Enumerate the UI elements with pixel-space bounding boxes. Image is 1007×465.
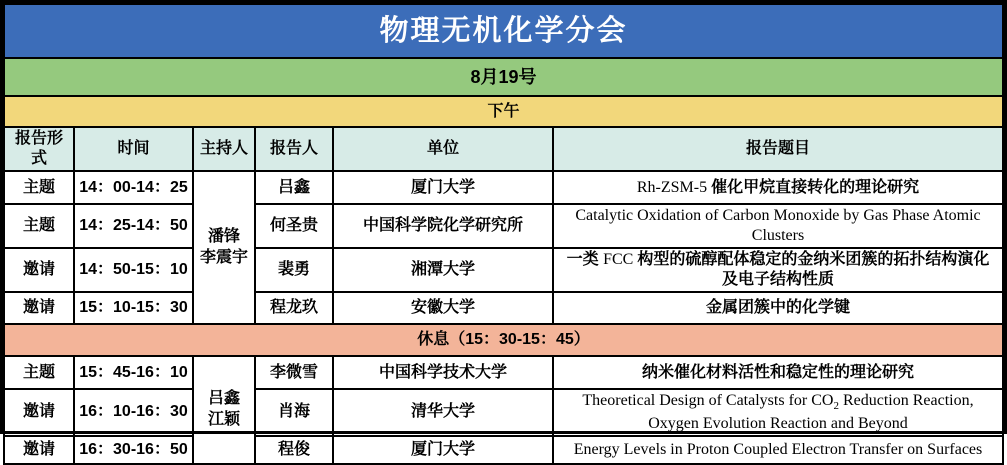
report-type-cell: 邀请 — [4, 389, 74, 436]
affiliation-cell: 安徽大学 — [333, 292, 553, 324]
period-banner: 下午 — [4, 96, 1003, 127]
topic-text: 一类 — [566, 251, 604, 268]
column-header-chair: 主持人 — [193, 127, 255, 171]
time-cell: 14：00-14：25 — [74, 171, 193, 204]
topic-cell — [553, 204, 1003, 248]
speaker-cell: 李微雪 — [255, 356, 333, 389]
schedule-table — [3, 3, 1004, 465]
topic-text: 纳米催化材料活性和稳定性的理论研究 — [641, 363, 914, 381]
date-row — [4, 58, 1003, 96]
topic-cell — [553, 292, 1003, 324]
title-row — [4, 4, 1003, 58]
column-header-affiliation: 单位 — [333, 127, 553, 171]
schedule-row — [4, 248, 1003, 292]
chair-name: 江颖 — [207, 410, 240, 428]
schedule-row — [4, 171, 1003, 204]
schedule-row — [4, 292, 1003, 324]
topic-cell — [553, 436, 1003, 464]
report-type-cell: 主题 — [4, 204, 74, 248]
time-cell: 14：25-14：50 — [74, 204, 193, 248]
chair-cell — [193, 171, 255, 324]
chair-cell — [193, 356, 255, 464]
report-type-cell: 邀请 — [4, 248, 74, 292]
time-cell: 15：45-16：10 — [74, 356, 193, 389]
topic-text: Energy Levels in Proton Coupled Electron Transfer on Surfaces — [573, 440, 983, 458]
topic-text: FCC — [603, 251, 638, 268]
column-header-speaker: 报告人 — [255, 127, 333, 171]
break-banner: 休息（15：30-15：45） — [4, 324, 1003, 356]
break-row — [4, 324, 1003, 356]
affiliation-cell: 厦门大学 — [333, 436, 553, 464]
chair-name: 吕鑫 — [207, 390, 240, 408]
topic-subscript: 2 — [833, 400, 839, 412]
column-header-row — [4, 127, 1003, 171]
session-title: 物理无机化学分会 — [4, 4, 1003, 58]
speaker-cell: 程龙玖 — [255, 292, 333, 324]
report-type-cell: 主题 — [4, 171, 74, 204]
affiliation-cell: 湘潭大学 — [333, 248, 553, 292]
affiliation-cell: 中国科学院化学研究所 — [333, 204, 553, 248]
schedule-row — [4, 356, 1003, 389]
speaker-cell: 程俊 — [255, 436, 333, 464]
topic-text: 催化甲烷直接转化的理论研究 — [711, 178, 920, 196]
column-header-time: 时间 — [74, 127, 193, 171]
report-type-cell: 邀请 — [4, 292, 74, 324]
column-header-topic: 报告题目 — [553, 127, 1003, 171]
schedule-row — [4, 204, 1003, 248]
schedule-row — [4, 436, 1003, 464]
speaker-cell: 吕鑫 — [255, 171, 333, 204]
topic-text: 金属团簇中的化学键 — [705, 299, 850, 316]
report-type-cell: 主题 — [4, 356, 74, 389]
topic-cell — [553, 356, 1003, 389]
speaker-cell: 何圣贵 — [255, 204, 333, 248]
speaker-cell: 裴勇 — [255, 248, 333, 292]
column-header-type: 报告形式 — [4, 127, 74, 171]
time-cell: 16：10-16：30 — [74, 389, 193, 436]
period-row — [4, 96, 1003, 127]
affiliation-cell: 厦门大学 — [333, 171, 553, 204]
topic-text: Reduction Reaction, Oxygen Evolution Reaction and Beyond — [648, 392, 974, 432]
topic-cell — [553, 171, 1003, 204]
topic-cell — [553, 389, 1003, 436]
topic-text: 构型的硫醇配体稳定的金纳米团簇的拓扑结构演化及电子结构性质 — [637, 251, 990, 288]
affiliation-cell: 中国科学技术大学 — [333, 356, 553, 389]
chair-name: 李震宇 — [199, 248, 248, 266]
topic-text: Theoretical Design of Catalysts for CO — [582, 392, 834, 409]
report-type-cell: 邀请 — [4, 436, 74, 464]
date-banner: 8月19号 — [4, 58, 1003, 96]
topic-cell — [553, 248, 1003, 292]
time-cell: 15：10-15：30 — [74, 292, 193, 324]
speaker-cell: 肖海 — [255, 389, 333, 436]
chair-name: 潘锋 — [207, 227, 240, 245]
time-cell: 16：30-16：50 — [74, 436, 193, 464]
schedule-row — [4, 389, 1003, 436]
affiliation-cell: 清华大学 — [333, 389, 553, 436]
topic-text: Rh-ZSM-5 — [636, 178, 712, 196]
topic-text: Catalytic Oxidation of Carbon Monoxide by Gas Phase Atomic Clusters — [575, 207, 981, 244]
time-cell: 14：50-15：10 — [74, 248, 193, 292]
